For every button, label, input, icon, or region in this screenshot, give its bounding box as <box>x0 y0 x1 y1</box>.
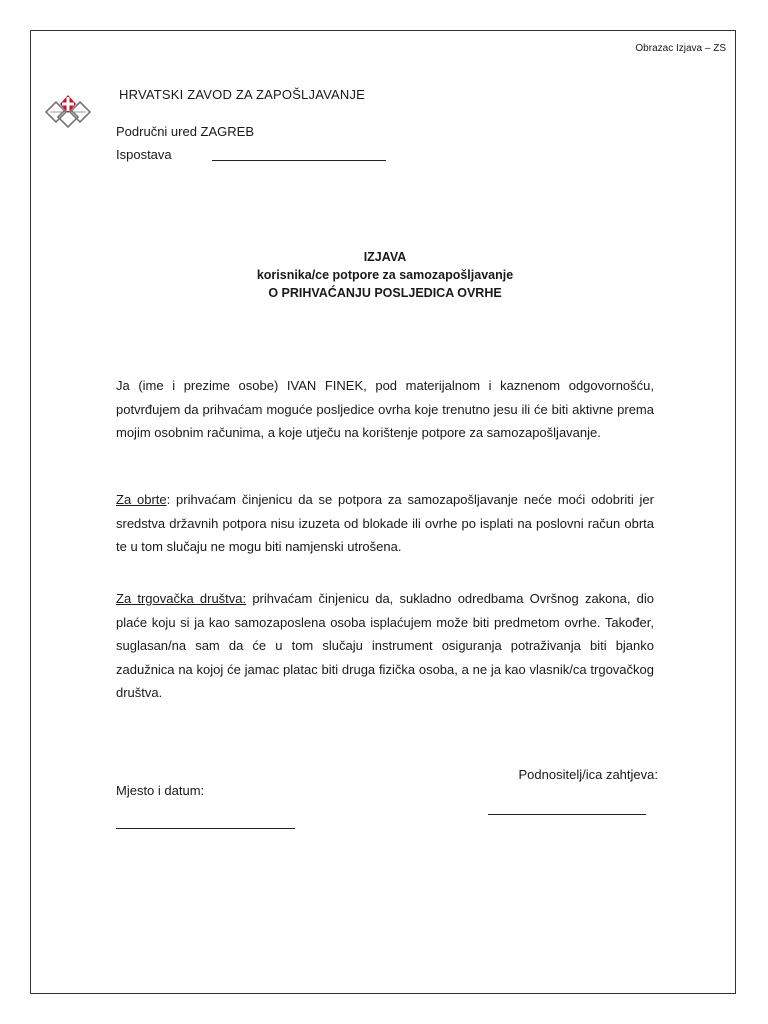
crafts-paragraph <box>116 488 654 559</box>
place-date-fill-line[interactable] <box>116 828 295 829</box>
title-line-3: O PRIHVAĆANJU POSLJEDICA OVRHE <box>268 286 502 300</box>
applicant-signature-line[interactable] <box>488 814 646 815</box>
branch-label: Ispostava <box>116 147 172 162</box>
regional-office: Područni ured ZAGREB <box>116 124 255 139</box>
form-code: Obrazac Izjava – ZS <box>635 43 726 54</box>
title-line-2: korisnika/ce potpore za samozapošljavanje <box>256 268 514 282</box>
applicant-label: Podnositelj/ica zahtjeva: <box>518 767 658 782</box>
companies-paragraph <box>116 587 654 705</box>
place-date-label: Mjesto i datum: <box>116 783 205 798</box>
title-line-1: IZJAVA <box>363 250 407 264</box>
companies-label: Za trgovačka društva: <box>116 591 247 606</box>
crafts-label: Za obrte <box>116 492 167 507</box>
organization-name: HRVATSKI ZAVOD ZA ZAPOŠLJAVANJE <box>119 87 366 102</box>
document-title <box>116 248 654 302</box>
hzz-logo-icon <box>44 91 92 129</box>
crafts-text: : prihvaćam činjenicu da se potpora za samozapošljavanje neće moći odobriti jer sredstva državnih potpora nisu izuzeta od blokade ili ovrhe po isplati na poslovni račun obrta te u tom slučaju ne mogu biti namjenski utrošena. <box>116 492 654 554</box>
companies-text: prihvaćam činjenicu da, sukladno odredbama Ovršnog zakona, dio plaće koju si ja kao samozaposlena osoba isplaćujem može biti predmetom ovrhe. Također, suglasan/na sam da će u tom slučaju instrument osiguranja potraživanja biti bjanko zadužnica na kojoj će jamac platac biti druga fizička osoba, a ne ja kao vlasnik/ca trgovačkog društva. <box>116 591 654 700</box>
branch-fill-line[interactable] <box>212 160 386 161</box>
declaration-paragraph: Ja (ime i prezime osobe) IVAN FINEK, pod materijalnom i kaznenom odgovornošću, potvrđujem da prihvaćam moguće posljedice ovrha koje trenutno jesu ili će biti aktivne prema mojim osobnim računima, a koje utječu na korištenje potpore za samozapošljavanje. <box>116 378 654 440</box>
